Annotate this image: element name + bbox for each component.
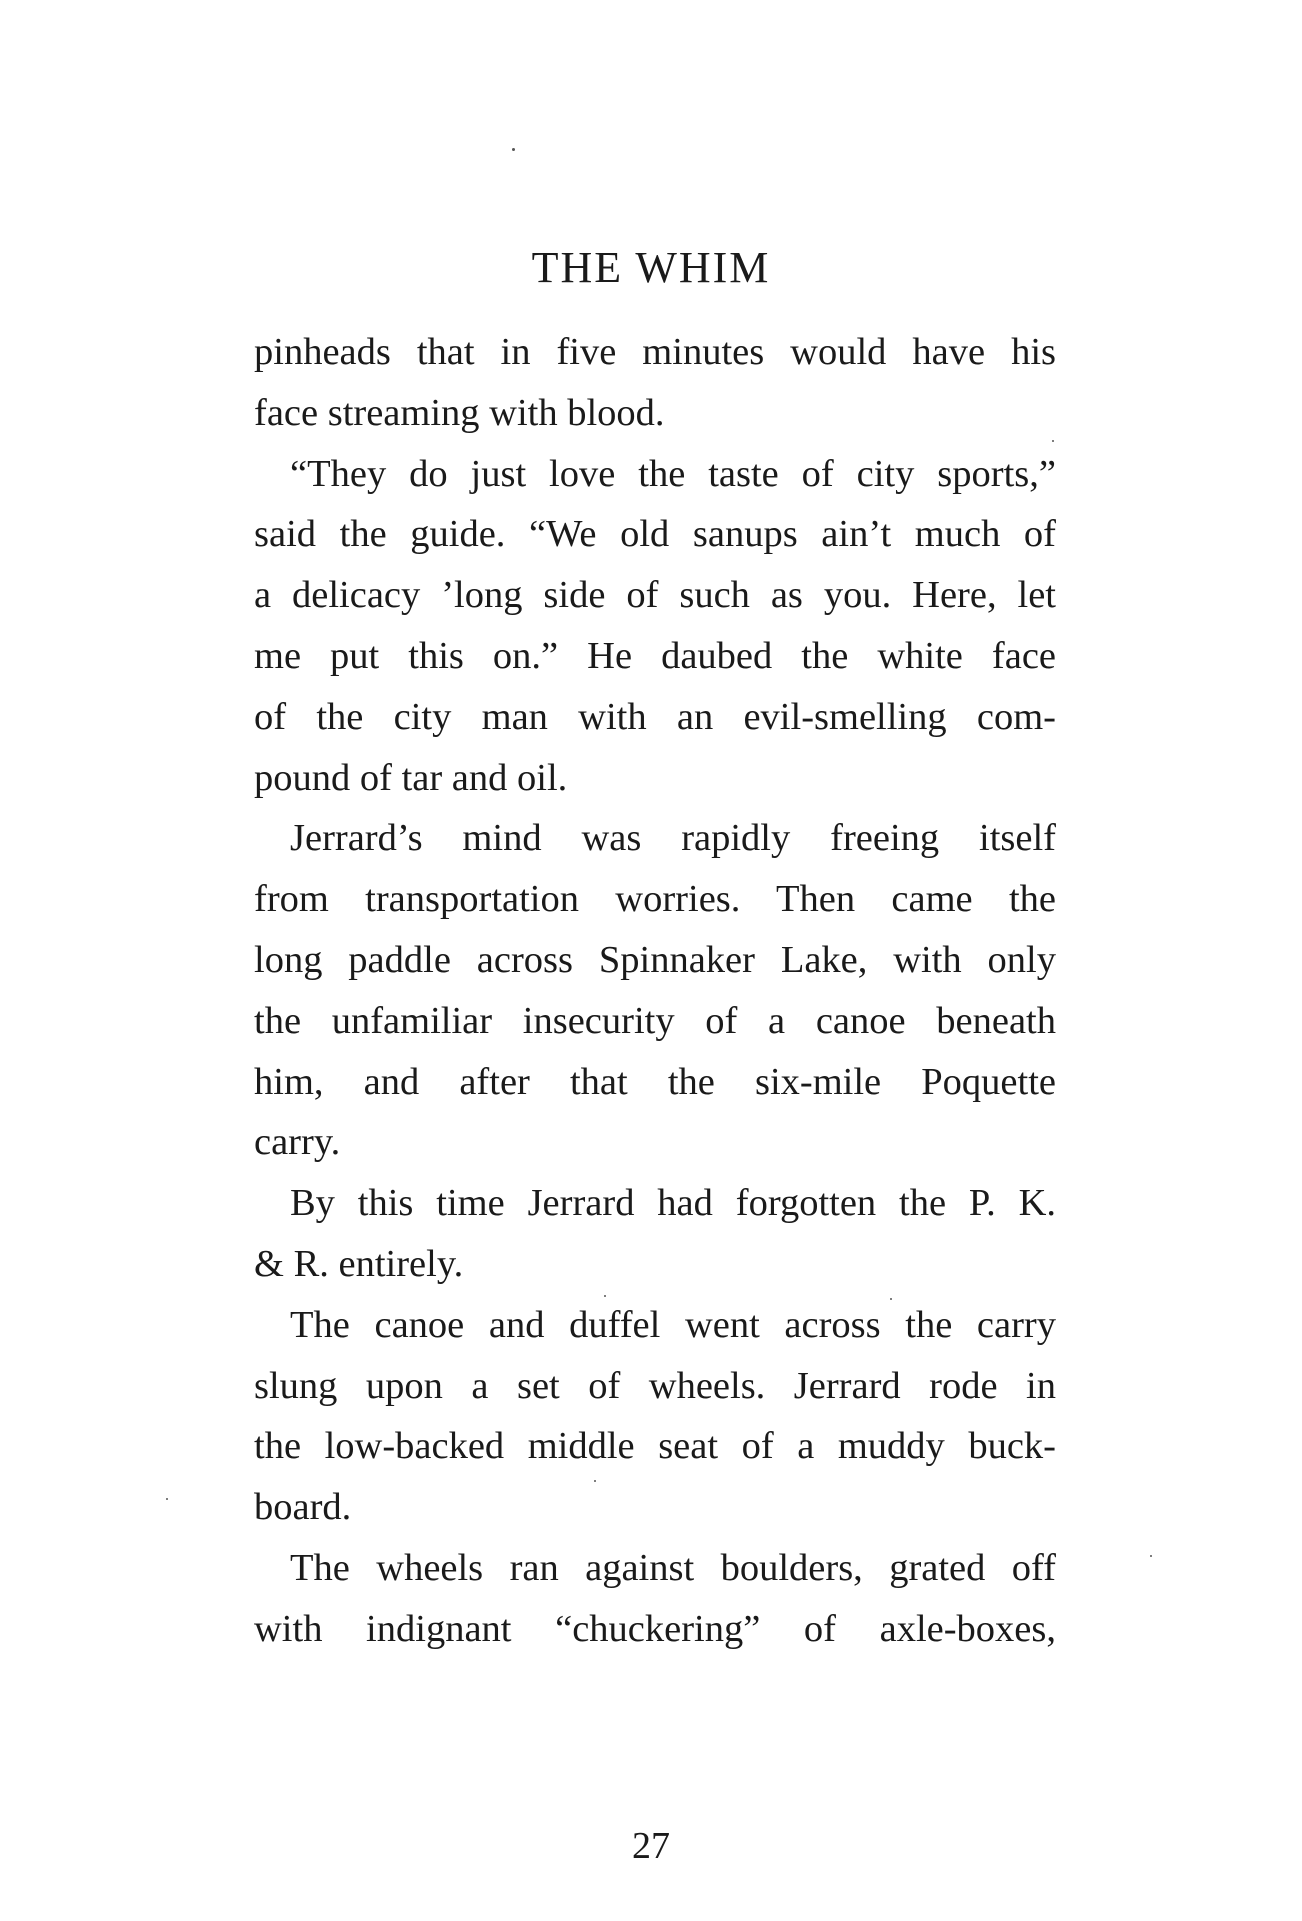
scan-speck (890, 1298, 892, 1300)
paragraph-3 (254, 808, 1056, 1173)
text-line: pound of tar and oil. (254, 756, 568, 799)
text-line: Jerrard’s mind was rapidly freeing itself (290, 817, 1056, 860)
running-head: THE WHIM (531, 243, 771, 292)
body-text (254, 322, 1056, 1660)
paragraph-4 (254, 1173, 1056, 1295)
text-line: carry. (254, 1121, 341, 1164)
scan-speck (1150, 1555, 1152, 1557)
text-line: me put this on.” He daubed the white face (254, 634, 1056, 677)
text-line: long paddle across Spinnaker Lake, with only (254, 938, 1056, 981)
paragraph-5 (254, 1295, 1056, 1538)
text-line: him, and after that the six-mile Poquette (254, 1060, 1056, 1103)
text-line: pinheads that in five minutes would have his (254, 331, 1056, 373)
text-line: & R. entirely. (254, 1242, 464, 1285)
text-line: “They do just love the taste of city sports,” (290, 452, 1056, 495)
scan-speck (604, 1295, 606, 1297)
page-number: 27 (632, 1825, 670, 1867)
text-line: By this time Jerrard had forgotten the P. K. (290, 1182, 1056, 1225)
scan-speck (1052, 440, 1054, 442)
text-line: the low-backed middle seat of a muddy buck- (254, 1425, 1056, 1468)
paragraph-1 (254, 322, 1056, 444)
text-line: from transportation worries. Then came the (254, 878, 1056, 921)
scan-speck (166, 1498, 168, 1500)
text-line: with indignant “chuckering” of axle-boxes, (254, 1607, 1056, 1650)
paragraph-6 (254, 1538, 1056, 1660)
text-line: The canoe and duffel went across the carry (290, 1303, 1056, 1346)
paragraph-2 (254, 444, 1056, 809)
text-line: face streaming with blood. (254, 391, 665, 434)
scan-speck (594, 1480, 596, 1482)
text-line: slung upon a set of wheels. Jerrard rode in (254, 1364, 1056, 1407)
scan-speck (512, 148, 515, 151)
text-line: a delicacy ’long side of such as you. Here, let (254, 574, 1056, 617)
text-line: board. (254, 1486, 352, 1529)
text-line: said the guide. “We old sanups ain’t much of (254, 513, 1056, 556)
text-line: The wheels ran against boulders, grated off (290, 1546, 1056, 1589)
text-line: of the city man with an evil-smelling com- (254, 695, 1056, 738)
text-line: the unfamiliar insecurity of a canoe beneath (254, 999, 1056, 1042)
